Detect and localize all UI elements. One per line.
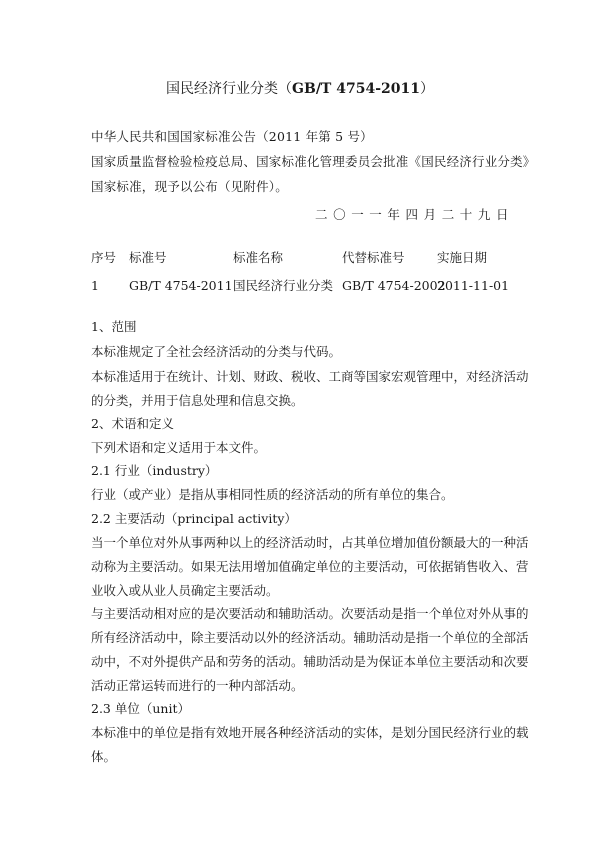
standards-table bbox=[91, 249, 531, 305]
table-header: 代替标准号 bbox=[342, 250, 405, 265]
title-suffix: ） bbox=[419, 81, 434, 97]
body-text: 业收入或从业人员确定主要活动。 bbox=[91, 583, 279, 598]
body-text: 行业（或产业）是指从事相同性质的经济活动的所有单位的集合。 bbox=[91, 487, 454, 502]
body-text: 本标准规定了全社会经济活动的分类与代码。 bbox=[91, 344, 342, 359]
table-cell: GB/T 4754-2011 bbox=[129, 278, 233, 293]
section-heading: 2、术语和定义 bbox=[91, 416, 174, 431]
table-header-row bbox=[91, 249, 531, 267]
table-header: 实施日期 bbox=[437, 250, 488, 265]
table-cell: 国民经济行业分类 bbox=[233, 278, 334, 293]
body-text: 下列术语和定义适用于本文件。 bbox=[91, 440, 267, 455]
body-text: 本标准中的单位是指有效地开展各种经济活动的实体，是划分国民经济行业的载 bbox=[91, 725, 529, 740]
body-text: 与主要活动相对应的是次要活动和辅助活动。次要活动是指一个单位对外从事的 bbox=[91, 606, 529, 621]
table-cell: 2011-11-01 bbox=[437, 278, 510, 293]
body-text: 当一个单位对外从事两种以上的经济活动时，占其单位增加值份额最大的一种活 bbox=[91, 535, 529, 550]
body-text: 所有经济活动中，除主要活动以外的经济活动。辅助活动是指一个单位的全部活 bbox=[91, 630, 529, 645]
announcement-date: 二〇一一年四月二十九日 bbox=[315, 207, 515, 222]
table-header: 序号 bbox=[91, 250, 117, 265]
approval-line-1: 国家质量监督检验检疫总局、国家标准化管理委员会批准《国民经济行业分类》 bbox=[91, 154, 536, 169]
table-header: 标准名称 bbox=[233, 250, 284, 265]
title-code: GB/T 4754-2011 bbox=[292, 81, 420, 97]
body-text: 的分类，并用于信息处理和信息交换。 bbox=[91, 393, 304, 408]
section-heading: 1、范围 bbox=[91, 319, 137, 334]
subsection-heading: 2.1 行业（industry） bbox=[91, 463, 218, 478]
body-text: 动称为主要活动。如果无法用增加值确定单位的主要活动，可依据销售收入、营 bbox=[91, 559, 529, 574]
page-title bbox=[0, 80, 600, 98]
table-row bbox=[91, 277, 531, 295]
table-header: 标准号 bbox=[129, 250, 167, 265]
table-cell: GB/T 4754-2002 bbox=[342, 278, 446, 293]
approval-line-2: 国家标准，现予以公布（见附件）。 bbox=[91, 179, 288, 194]
announcement: 中华人民共和国国家标准公告（2011 年第 5 号） bbox=[91, 129, 373, 144]
body-text: 活动正常运转而进行的一种内部活动。 bbox=[91, 678, 304, 693]
body-text: 动中，不对外提供产品和劳务的活动。辅助活动是为保证本单位主要活动和次要 bbox=[91, 654, 529, 669]
body-text: 体。 bbox=[91, 749, 117, 764]
subsection-heading: 2.3 单位（unit） bbox=[91, 701, 190, 716]
body-text: 本标准适用于在统计、计划、财政、税收、工商等国家宏观管理中，对经济活动 bbox=[91, 369, 529, 384]
table-cell: 1 bbox=[91, 278, 99, 293]
subsection-heading: 2.2 主要活动（principal activity） bbox=[91, 511, 297, 526]
title-prefix: 国民经济行业分类（ bbox=[166, 81, 293, 97]
